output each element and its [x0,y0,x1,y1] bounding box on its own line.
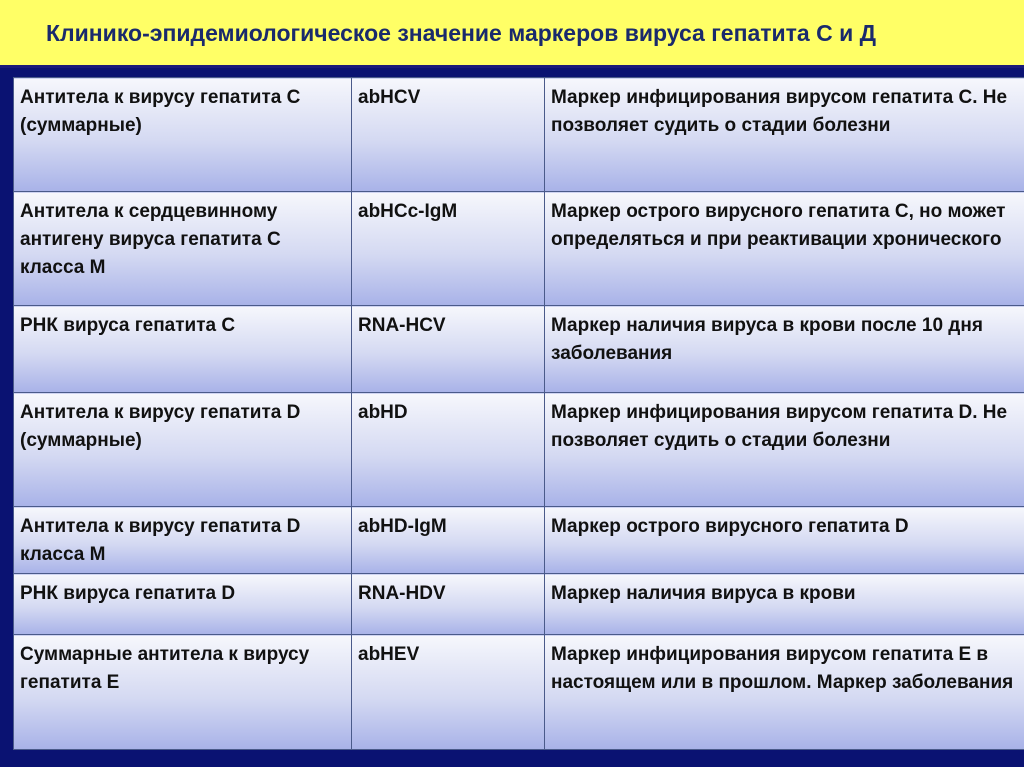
marker-description-cell: Маркер инфицирования вирусом гепатита С. Не позволяет судить о стадии болезни [545,78,1024,192]
marker-name-cell: Суммарные антитела к вирусу гепатита Е [14,635,352,750]
table-row [14,574,1024,635]
marker-code-cell: abHD [352,393,545,507]
markers-table [13,77,1024,750]
marker-code-cell: abHEV [352,635,545,750]
table-row [14,78,1024,192]
table-row [14,507,1024,574]
marker-code-cell: RNA-HCV [352,306,545,393]
marker-code-cell: abHCV [352,78,545,192]
slide-title: Клинико-эпидемиологическое значение маркеров вируса гепатита С и Д [46,20,877,46]
marker-description-cell: Маркер инфицирования вирусом гепатита Е в настоящем или в прошлом. Маркер заболевания [545,635,1024,750]
marker-name-cell: РНК вируса гепатита С [14,306,352,393]
marker-description-cell: Маркер наличия вируса в крови [545,574,1024,635]
table-row [14,192,1024,306]
marker-code-cell: RNA-HDV [352,574,545,635]
marker-code-cell: abHD-IgM [352,507,545,574]
marker-name-cell: Антитела к вирусу гепатита D класса М [14,507,352,574]
marker-description-cell: Маркер наличия вируса в крови после 10 дня заболевания [545,306,1024,393]
marker-description-cell: Маркер острого вирусного гепатита С, но может определяться и при реактивации хронического [545,192,1024,306]
marker-name-cell: Антитела к вирусу гепатита С (суммарные) [14,78,352,192]
marker-code-cell: abHCc-IgM [352,192,545,306]
table-row [14,306,1024,393]
marker-name-cell: Антитела к сердцевинному антигену вируса гепатита С класса М [14,192,352,306]
marker-name-cell: Антитела к вирусу гепатита D (суммарные) [14,393,352,507]
marker-name-cell: РНК вируса гепатита D [14,574,352,635]
table-row [14,393,1024,507]
marker-description-cell: Маркер инфицирования вирусом гепатита D. Не позволяет судить о стадии болезни [545,393,1024,507]
table-row [14,635,1024,750]
marker-description-cell: Маркер острого вирусного гепатита D [545,507,1024,574]
title-bar [0,0,1024,68]
